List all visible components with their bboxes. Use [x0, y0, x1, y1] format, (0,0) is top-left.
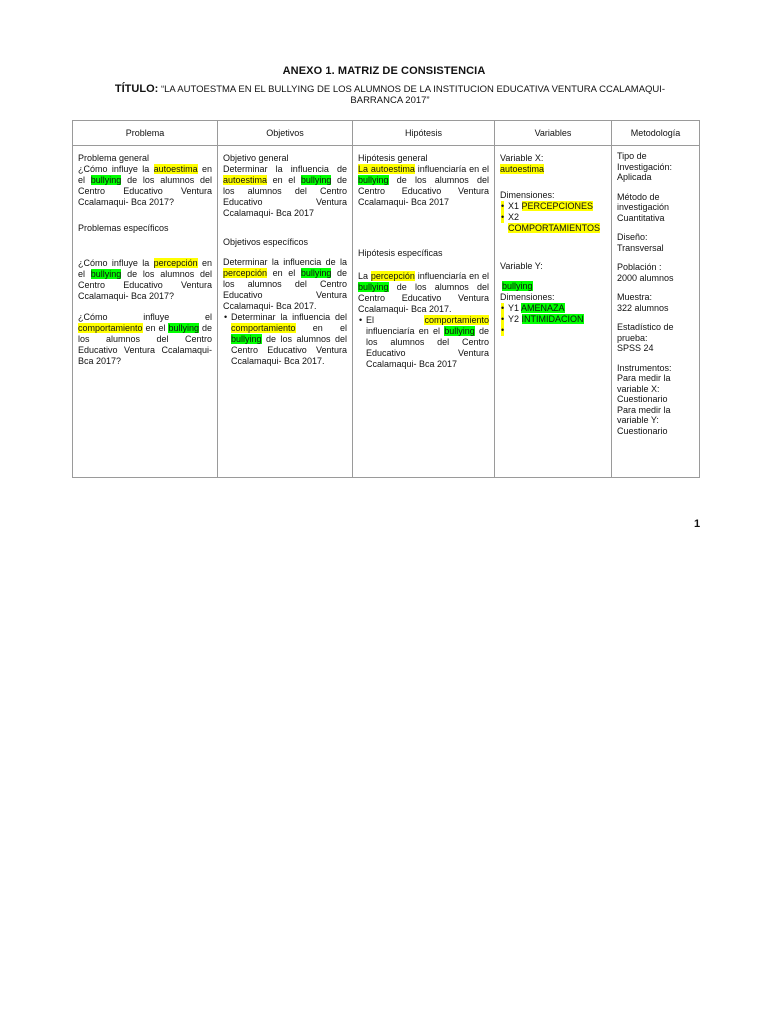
page-number: 1: [694, 518, 701, 530]
problemas-especificos-label: Problemas específicos: [78, 223, 169, 233]
tipo-investigacion: Tipo de Investigación: Aplicada: [617, 151, 673, 182]
diseno: Diseño: Transversal: [617, 232, 664, 253]
highlight-bullying: bullying: [300, 175, 332, 185]
hipotesis-general-text: La autoestima influenciaría en el bullying de los alumnos del Centro Educativo Ventura Ccalamaqui- Bca 2017: [358, 164, 489, 207]
table-row: [73, 146, 700, 478]
header-metodologia: Metodología: [612, 121, 700, 146]
highlight-comportamiento: comportamiento: [231, 323, 296, 333]
highlight-bullying: bullying: [300, 268, 332, 278]
estadistico-prueba: Estadístico de prueba: SPSS 24: [617, 322, 674, 353]
annex-heading: ANEXO 1. MATRIZ DE CONSISTENCIA: [282, 65, 486, 77]
cell-hipotesis: [353, 146, 495, 478]
poblacion: Población : 2000 alumnos: [617, 262, 674, 283]
metodo-investigacion: Método de investigación Cuantitativa: [617, 191, 670, 223]
hipotesis-especifica-1: La percepción influenciaría en el bullying de los alumnos del Centro Educativo Ventura Ccalamaqui- Bca 2017.: [358, 271, 490, 314]
hipotesis-especifica-2: • El comportamiento influenciaría en el bullying de los alumnos del Centro Educativo Ventura Ccalamaqui- Bca 2017: [358, 315, 489, 370]
highlight-bullying: bullying: [168, 323, 199, 333]
hipotesis-especifica-2-list: [358, 315, 489, 370]
document-title: [95, 84, 685, 106]
dimension-y1: • Y1 AMENAZA: [500, 303, 606, 314]
cell-problema: [73, 146, 218, 478]
instrumento-x-value: Cuestionario: [617, 394, 668, 404]
dimension-x1-value: PERCEPCIONES: [521, 201, 594, 211]
highlight-comportamiento: comportamiento: [78, 323, 143, 333]
dimension-y1-value: AMENAZA: [521, 303, 565, 313]
objetivo-general-label: Objetivo general: [223, 153, 289, 163]
instrumento-y-value: Cuestionario: [617, 425, 668, 436]
cell-objetivos: [218, 146, 353, 478]
problema-especifico-1: ¿Cómo influye la percepción en el bullying de los alumnos del Centro Educativo Ventura Ccalamaqui- Bca 2017?: [78, 258, 212, 301]
dimension-y2-value: INTIMIDACION: [521, 314, 584, 324]
header-objetivos: Objetivos: [218, 121, 353, 146]
table-header-row: [73, 121, 700, 146]
highlight-bullying: bullying: [358, 175, 389, 185]
consistency-matrix-table: [72, 120, 700, 478]
objetivo-especifico-1: Determinar la influencia de la percepción en el bullying de los alumnos del Centro Educativo Ventura Ccalamaqui- Bca 2017.: [223, 257, 347, 311]
highlight-percepcion: percepción: [223, 268, 268, 278]
title-label: TÍTULO:: [114, 83, 159, 95]
variable-y-dimensions-list: [500, 303, 606, 336]
muestra: Muestra: 322 alumnos: [617, 292, 669, 313]
objetivos-especificos-label: Objetivos específicos: [223, 237, 309, 247]
variable-y-label: Variable Y:: [500, 261, 543, 271]
cell-metodologia: [612, 146, 700, 478]
instrumento-x-label: Para medir la variable X:: [617, 373, 671, 394]
instrumentos: Instrumentos: Para medir la variable X: Cuestionario Para medir la variable Y: Cuestionario: [617, 363, 694, 437]
instrumento-y-label: Para medir la variable Y:: [617, 404, 671, 425]
highlight-autoestima: autoestima: [153, 164, 198, 174]
problema-general-text: ¿Cómo influye la autoestima en el bullying de los alumnos del Centro Educativo Ventura Ccalamaqui- Bca 2017?: [78, 164, 212, 207]
objetivo-general-text: Determinar la influencia de autoestima en el bullying de los alumnos del Centro Educativo Ventura Ccalamaqui- Bca 2017: [223, 164, 347, 218]
highlight-la-autoestima: La autoestima: [358, 164, 415, 174]
hipotesis-general-label: Hipótesis general: [358, 153, 428, 163]
highlight-comportamiento: comportamiento: [424, 315, 489, 325]
dimension-y2: • Y2 INTIMIDACION: [500, 314, 606, 325]
variable-y-value: bullying: [502, 281, 533, 291]
hipotesis-especificas-label: Hipótesis específicas: [358, 248, 443, 258]
variable-x-dimensions-list: [500, 201, 606, 234]
variable-x-value: autoestima: [500, 164, 545, 174]
problema-especifico-2: ¿Cómo influye el comportamiento en el bullying de los alumnos del Centro Educativo Ventura Ccalamaqui- Bca 2017?: [78, 312, 212, 366]
dimension-x1: • X1 PERCEPCIONES: [500, 201, 606, 212]
highlight-bullying: bullying: [90, 175, 122, 185]
highlight-bullying: bullying: [358, 282, 389, 292]
objetivo-especifico-2: • Determinar la influencia del comportamiento en el bullying de los alumnos del Centro Educativo Ventura Ccalamaqui- Bca 2017.: [223, 312, 347, 367]
highlight-bullying: bullying: [444, 326, 475, 336]
highlight-bullying: bullying: [90, 269, 122, 279]
title-text: “LA AUTOESTMA EN EL BULLYING DE LOS ALUMNOS DE LA INSTITUCION EDUCATIVA VENTURA CCALAMAQUI-BARRANCA 2017”: [160, 84, 666, 106]
highlight-autoestima: autoestima: [223, 175, 268, 185]
variable-x-dimensions-label: Dimensiones:: [500, 190, 555, 200]
dimension-x2-value: COMPORTAMIENTOS: [508, 223, 601, 233]
problema-general-label: Problema general: [78, 153, 150, 163]
dimension-x2: • X2 COMPORTAMIENTOS: [500, 212, 606, 234]
header-problema: Problema: [73, 121, 218, 146]
variable-x-label: Variable X:: [500, 153, 544, 163]
highlight-percepcion: percepción: [370, 271, 415, 281]
header-hipotesis: Hipótesis: [353, 121, 495, 146]
highlight-percepcion: percepción: [153, 258, 198, 268]
dimension-empty: [500, 325, 606, 336]
variable-y-dimensions-label: Dimensiones:: [500, 292, 555, 302]
highlight-bullying: bullying: [231, 334, 262, 344]
cell-variables: [495, 146, 612, 478]
header-variables: Variables: [495, 121, 612, 146]
objetivo-especifico-2-list: [223, 312, 347, 367]
